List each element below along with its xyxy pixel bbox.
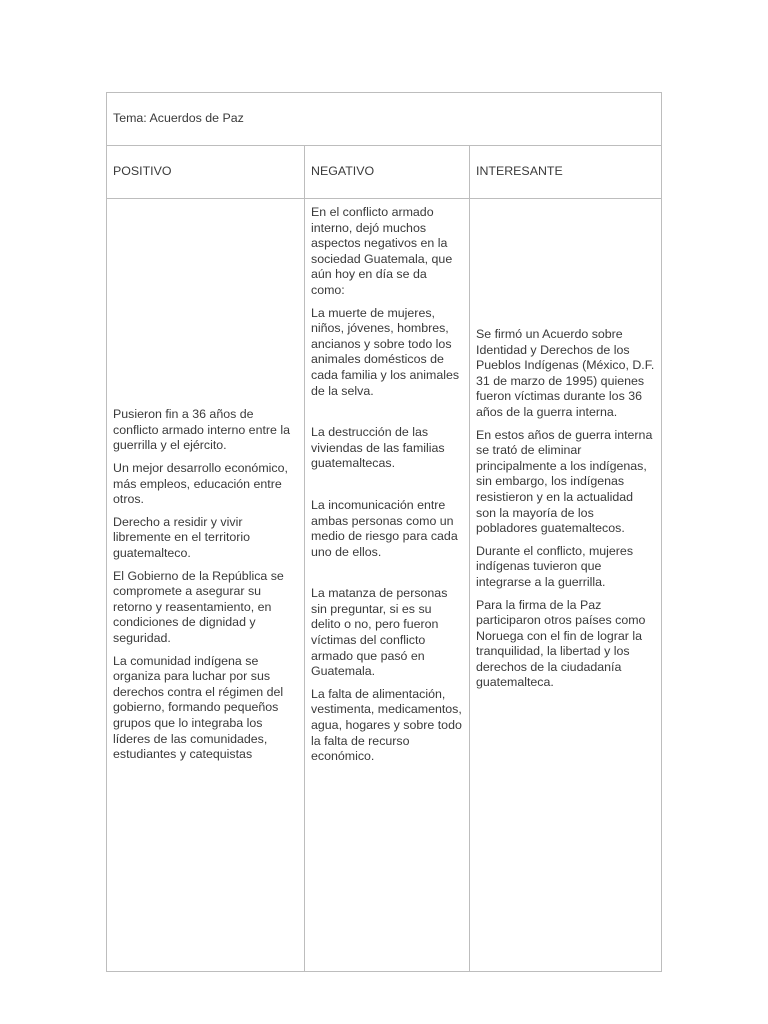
interesante-cell [470,199,662,972]
header-positivo: POSITIVO [107,146,305,199]
table-title: Tema: Acuerdos de Paz [107,93,662,146]
negativo-item: La muerte de mujeres, niños, jóvenes, hombres, ancianos y sobre todo los animales domésticos de cada familia y los animales de la selva. [311,305,460,398]
negativo-item: En el conflicto armado interno, dejó muchos aspectos negativos en la sociedad Guatemala, que aún hoy en día se da como: [311,205,453,297]
negativo-cell [305,199,470,972]
title-row [107,93,662,146]
header-interesante: INTERESANTE [470,146,662,199]
positivo-item: Un mejor desarrollo económico, más empleos, educación entre otros. [113,461,288,507]
interesante-item: Se firmó un Acuerdo sobre Identidad y Derechos de los Pueblos Indígenas (México, D.F. 31 de marzo de 1995) quienes fueron víctimas durante los 36 años de la guerra interna. [476,327,655,419]
negativo-item: La matanza de personas sin preguntar, si es su delito o no, pero fueron víctimas del conflicto armado que pasó en Guatemala. [311,586,448,679]
content-row [107,199,662,972]
negativo-item: La falta de alimentación, vestimenta, medicamentos, agua, hogares y sobre todo la falta de recurso económico. [311,686,462,764]
header-row [107,146,662,199]
interesante-item: Para la firma de la Paz participaron otros países como Noruega con el fin de lograr la tranquilidad, la libertad y los derechos de la ciudadanía guatemalteca. [476,597,646,690]
pni-table [106,92,662,972]
interesante-item: Durante el conflicto, mujeres indígenas tuvieron que integrarse a la guerrilla. [476,543,634,589]
interesante-item: En estos años de guerra interna se trató de eliminar principalmente a los indígenas, sin embargo, los indígenas resistieron y en la actualidad son la mayoría de los pobladores guatemaltecos. [476,427,653,536]
negativo-item: La destrucción de las viviendas de las familias guatemaltecas. [311,425,445,471]
header-negativo: NEGATIVO [305,146,470,199]
positivo-item: Pusieron fin a 36 años de conflicto armado interno entre la guerrilla y el ejército. [113,407,291,453]
negativo-item: La incomunicación entre ambas personas como un medio de riesgo para cada uno de ellos. [311,497,458,559]
positivo-cell [107,199,305,972]
positivo-item: El Gobierno de la República se compromete a asegurar su retorno y reasentamiento, en condiciones de dignidad y seguridad. [113,568,284,645]
positivo-item: Derecho a residir y vivir libremente en el territorio guatemalteco. [113,514,251,561]
positivo-item: La comunidad indígena se organiza para luchar por sus derechos contra el régimen del gobierno, formando pequeños grupos que lo integraba los líderes de las comunidades, estudiantes y catequistas [113,653,284,762]
